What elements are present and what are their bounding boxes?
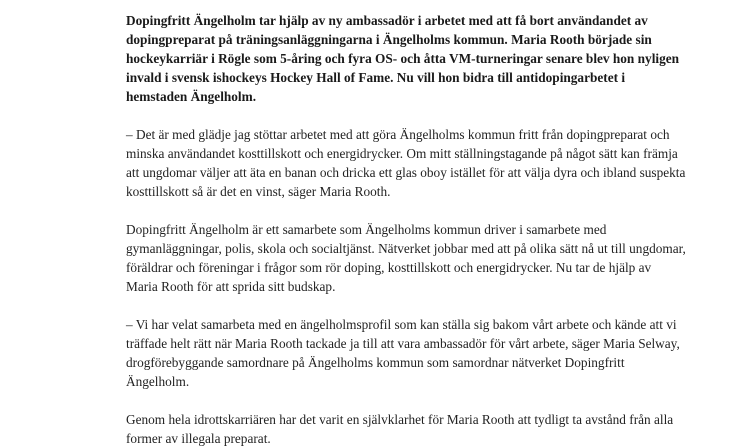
lead-paragraph: Dopingfritt Ängelholm tar hjälp av ny ambassadör i arbetet med att få bort användandet av dopingpreparat på träningsanläggningarna i Ängelholms kommun. Maria Rooth började sin hockeykarriär i Rögle som 5-åring och fyra OS- och åtta VM-turneringar senare blev hon nyligen invald i svensk ishockeys Hockey Hall of Fame. Nu vill hon bidra till antidopingarbetet i hemstaden Ängelholm. (126, 13, 680, 104)
body-paragraph: – Det är med glädje jag stöttar arbetet med att göra Ängelholms kommun fritt från dopingpreparat och minska användandet kosttillskott och energidrycker. Om mitt ställningstagande på något sätt kan främja att ungdomar väljer att äta en banan och dricka ett glas oboy istället för att välja dyra och ibland suspekta kosttillskott så är det en vinst, säger Maria Rooth. (126, 127, 686, 199)
body-paragraph: – Vi har velat samarbeta med en ängelholmsprofil som kan ställa sig bakom vårt arbete och kände att vi träffade helt rätt när Maria Rooth tackade ja till att vara ambassadör för vårt arbete, säger Maria Selway, drogförebyggande samordnare på Ängelholms kommun som samordnar nätverket Dopingfritt Ängelholm. (126, 317, 680, 389)
article-body (126, 11, 686, 448)
body-paragraph: Dopingfritt Ängelholm är ett samarbete som Ängelholms kommun driver i samarbete med gymanläggningar, polis, skola och socialtjänst. Nätverket jobbar med att på olika sätt nå ut till ungdomar, föräldrar och föreningar i frågor som rör doping, kosttillskott och energidrycker. Nu tar de hjälp av Maria Rooth för att sprida sitt budskap. (126, 222, 686, 294)
body-paragraph: Genom hela idrottskarriären har det varit en självklarhet för Maria Rooth att tydligt ta avstånd från alla former av illegala preparat. (126, 412, 674, 446)
